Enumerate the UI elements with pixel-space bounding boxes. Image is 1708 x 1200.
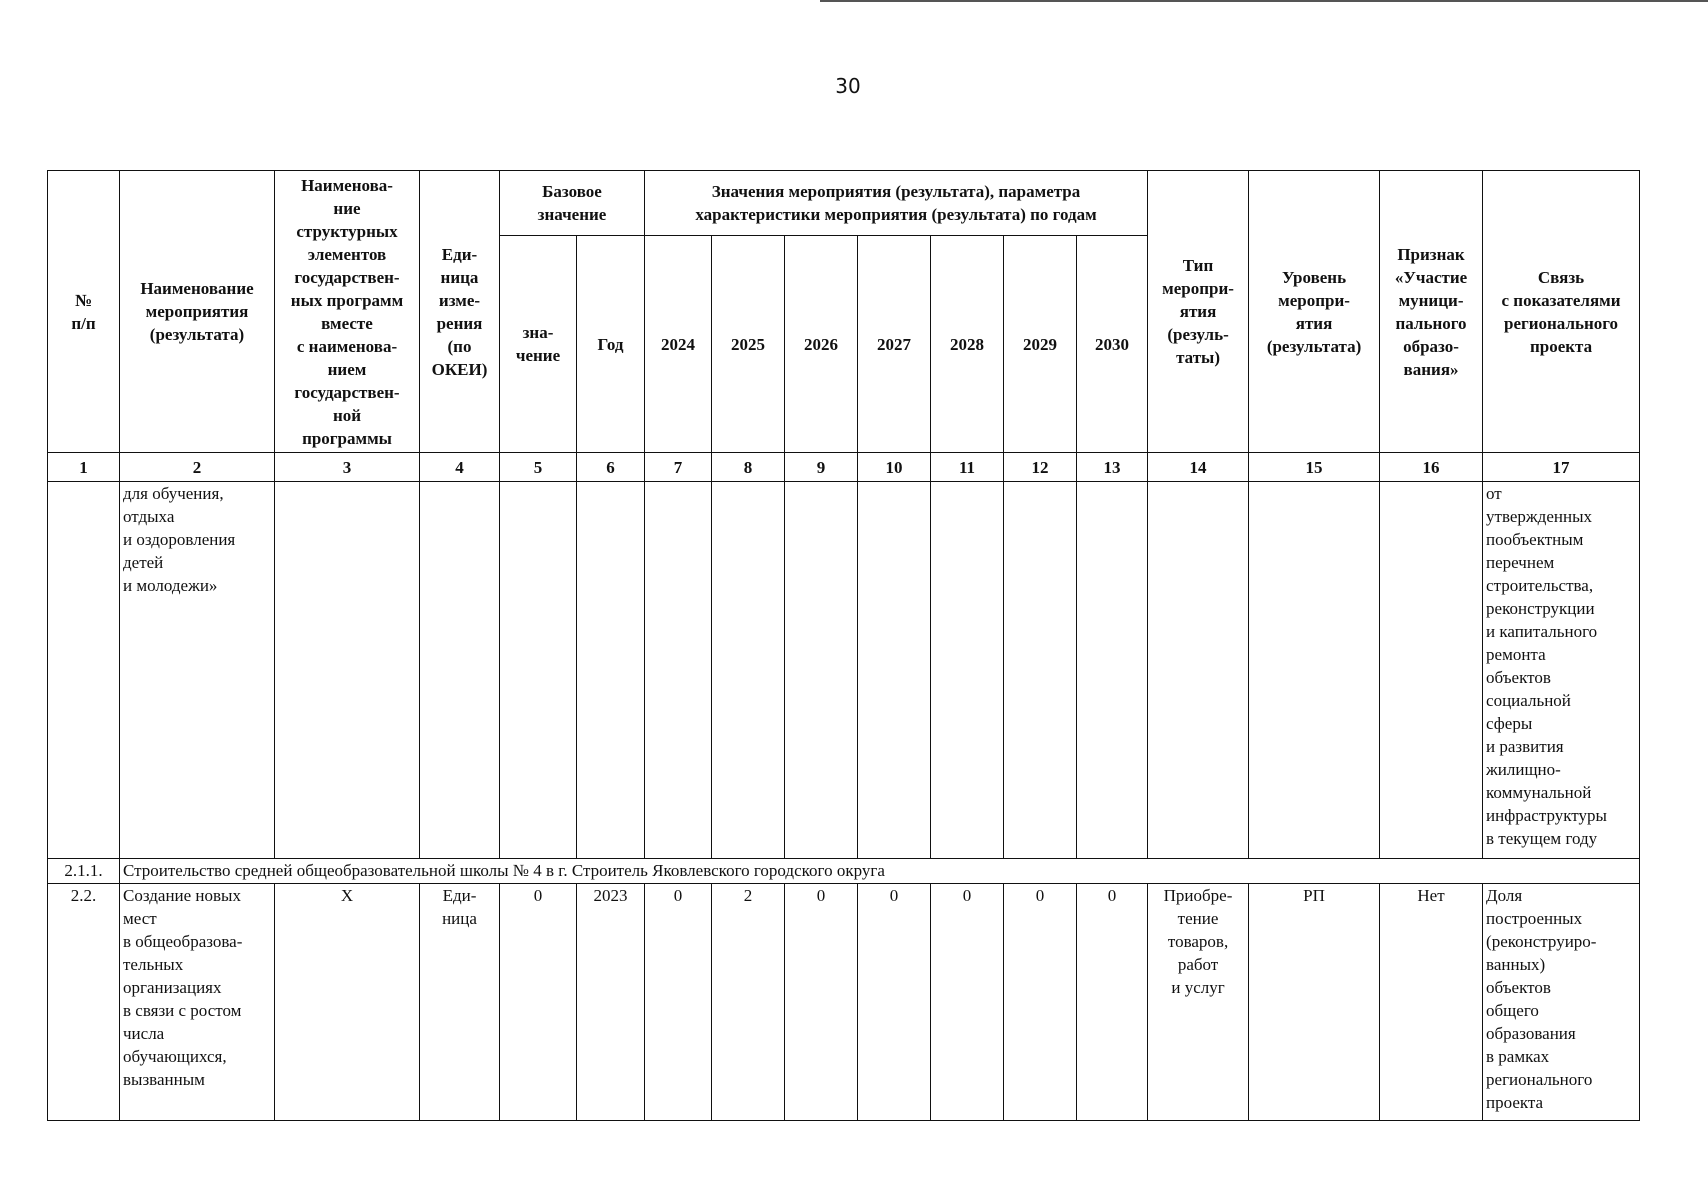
column-number: 10 [858,453,931,482]
table-cell [1249,482,1380,859]
column-number: 13 [1077,453,1148,482]
column-number: 1 [48,453,120,482]
column-number-row [48,453,1640,482]
header-base-group: Базовое значение [500,171,645,236]
table-cell [48,482,120,859]
header-unit: Еди- ница изме- рения (по ОКЕИ) [420,171,500,453]
header-year-2028: 2028 [931,236,1004,453]
header-structural-elements: Наименова- ние структурных элементов государствен- ных программ вместе с наименова- нием государствен- ной программы [275,171,420,453]
continued-link-cell: от утвержденных пообъектным перечнем строительства, реконструкции и капитального ремонта объектов социальной сферы и развития жилищно- коммунальной инфраструктуры в текущем году [1483,482,1640,859]
table-cell [275,482,420,859]
column-number: 14 [1148,453,1249,482]
column-number: 9 [785,453,858,482]
section-num: 2.1.1. [48,859,120,884]
column-number: 5 [500,453,577,482]
table-cell [1077,482,1148,859]
column-number: 8 [712,453,785,482]
table-cell [931,482,1004,859]
column-number: 3 [275,453,420,482]
header-name: Наименование мероприятия (результата) [120,171,275,453]
column-number: 15 [1249,453,1380,482]
header-base-year: Год [577,236,645,453]
header-level: Уровень меропри- ятия (результата) [1249,171,1380,453]
column-number: 11 [931,453,1004,482]
row-value-2025: 2 [712,884,785,1121]
header-year-2026: 2026 [785,236,858,453]
column-number: 2 [120,453,275,482]
table-cell [500,482,577,859]
header-year-2029: 2029 [1004,236,1077,453]
top-rule [820,0,1708,2]
header-year-2030: 2030 [1077,236,1148,453]
row-value-2026: 0 [785,884,858,1121]
header-year-2025: 2025 [712,236,785,453]
table-cell [1148,482,1249,859]
continued-name-cell: для обучения, отдыха и оздоровления детей и молодежи» [120,482,275,859]
table-cell [1380,482,1483,859]
row-base-year: 2023 [577,884,645,1121]
row-unit: Еди- ница [420,884,500,1121]
row-struct: Х [275,884,420,1121]
header-type: Тип меропри- ятия (резуль- таты) [1148,171,1249,453]
table-cell [645,482,712,859]
table-row-continued [48,482,1640,859]
header-base-value: зна- чение [500,236,577,453]
table-cell [1004,482,1077,859]
table-row-section [48,859,1640,884]
header-municipal-sign: Признак «Участие муници- пального образо- вания» [1380,171,1483,453]
column-number: 12 [1004,453,1077,482]
row-base-value: 0 [500,884,577,1121]
header-row-1 [48,171,1640,236]
row-link: Доля построенных (реконструиро- ванных) объектов общего образования в рамках регионального проекта [1483,884,1640,1121]
row-value-2027: 0 [858,884,931,1121]
row-value-2024: 0 [645,884,712,1121]
row-level: РП [1249,884,1380,1121]
table-cell [712,482,785,859]
table-cell [858,482,931,859]
row-type: Приобре- тение товаров, работ и услуг [1148,884,1249,1121]
header-num: № п/п [48,171,120,453]
header-year-2024: 2024 [645,236,712,453]
row-municipal-sign: Нет [1380,884,1483,1121]
page-number: 30 [835,74,861,98]
table-cell [785,482,858,859]
row-name: Создание новых мест в общеобразова- тельных организациях в связи с ростом числа обучающихся, вызванным [120,884,275,1121]
header-link: Связь с показателями регионального проекта [1483,171,1640,453]
row-value-2028: 0 [931,884,1004,1121]
table-cell [420,482,500,859]
row-value-2030: 0 [1077,884,1148,1121]
table-cell [577,482,645,859]
column-number: 4 [420,453,500,482]
row-num: 2.2. [48,884,120,1121]
header-values-group: Значения мероприятия (результата), параметра характеристики мероприятия (результата) по годам [645,171,1148,236]
column-number: 16 [1380,453,1483,482]
row-value-2029: 0 [1004,884,1077,1121]
measures-table [47,170,1640,1121]
column-number: 17 [1483,453,1640,482]
column-number: 7 [645,453,712,482]
section-title: Строительство средней общеобразовательной школы № 4 в г. Строитель Яковлевского городского округа [120,859,1640,884]
header-year-2027: 2027 [858,236,931,453]
column-number: 6 [577,453,645,482]
table-row-2-2 [48,884,1640,1121]
